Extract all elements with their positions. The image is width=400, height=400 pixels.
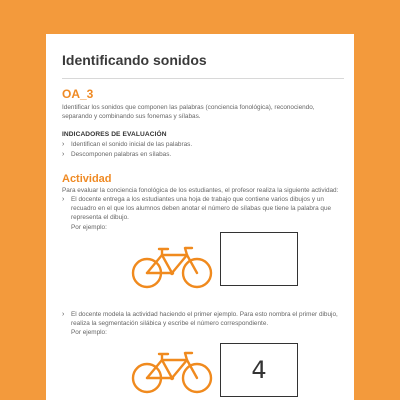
title-divider xyxy=(62,78,344,79)
activity-steps xyxy=(62,195,344,232)
list-item: › El docente entrega a los estudiantes una hoja de trabajo que contiene varios dibujos y un recuadro en el que los alumnos deben anotar el número de sílabas que tiene la palabra que representa el dibujo. xyxy=(62,196,332,222)
answer-box-empty xyxy=(220,232,298,286)
list-item: › Descomponen palabras en sílabas. xyxy=(62,150,172,158)
indicators-list xyxy=(62,140,344,158)
bicycle-icon xyxy=(130,349,214,395)
worksheet-content xyxy=(62,52,344,400)
bicycle-icon xyxy=(130,244,214,290)
example-row-2 xyxy=(62,337,344,400)
chevron-right-icon: › xyxy=(62,141,65,149)
example-label: Por ejemplo: xyxy=(71,329,107,337)
indicators-heading: INDICADORES DE EVALUACIÓN xyxy=(62,131,167,139)
activity-steps-2 xyxy=(62,310,344,338)
page-title: Identificando sonidos xyxy=(62,52,207,68)
example-row-1 xyxy=(62,232,344,302)
activity-intro: Para evaluar la conciencia fonológica de los estudiantes, el profesor realiza la siguiente actividad: xyxy=(62,186,339,194)
worksheet-page xyxy=(46,34,354,400)
activity-heading: Actividad xyxy=(62,172,112,185)
oa-description: Identificar los sonidos que componen las palabras (conciencia fonológica), reconociendo, separando y combinando sus fonemas y sílabas. xyxy=(62,104,315,121)
answer-box-filled xyxy=(220,343,298,397)
list-item: › El docente modela la actividad haciendo el primer ejemplo. Para esto nombra el primer dibujo, realiza la segmentación silábica y escribe el número correspondiente. xyxy=(62,310,338,328)
oa-code: OA_3 xyxy=(62,87,94,101)
chevron-right-icon: › xyxy=(62,150,65,158)
example-label: Por ejemplo: xyxy=(71,223,107,231)
chevron-right-icon: › xyxy=(62,310,65,318)
list-item: › Identifican el sonido inicial de las palabras. xyxy=(62,141,193,149)
answer-number: 4 xyxy=(251,356,267,385)
chevron-right-icon: › xyxy=(62,196,65,204)
